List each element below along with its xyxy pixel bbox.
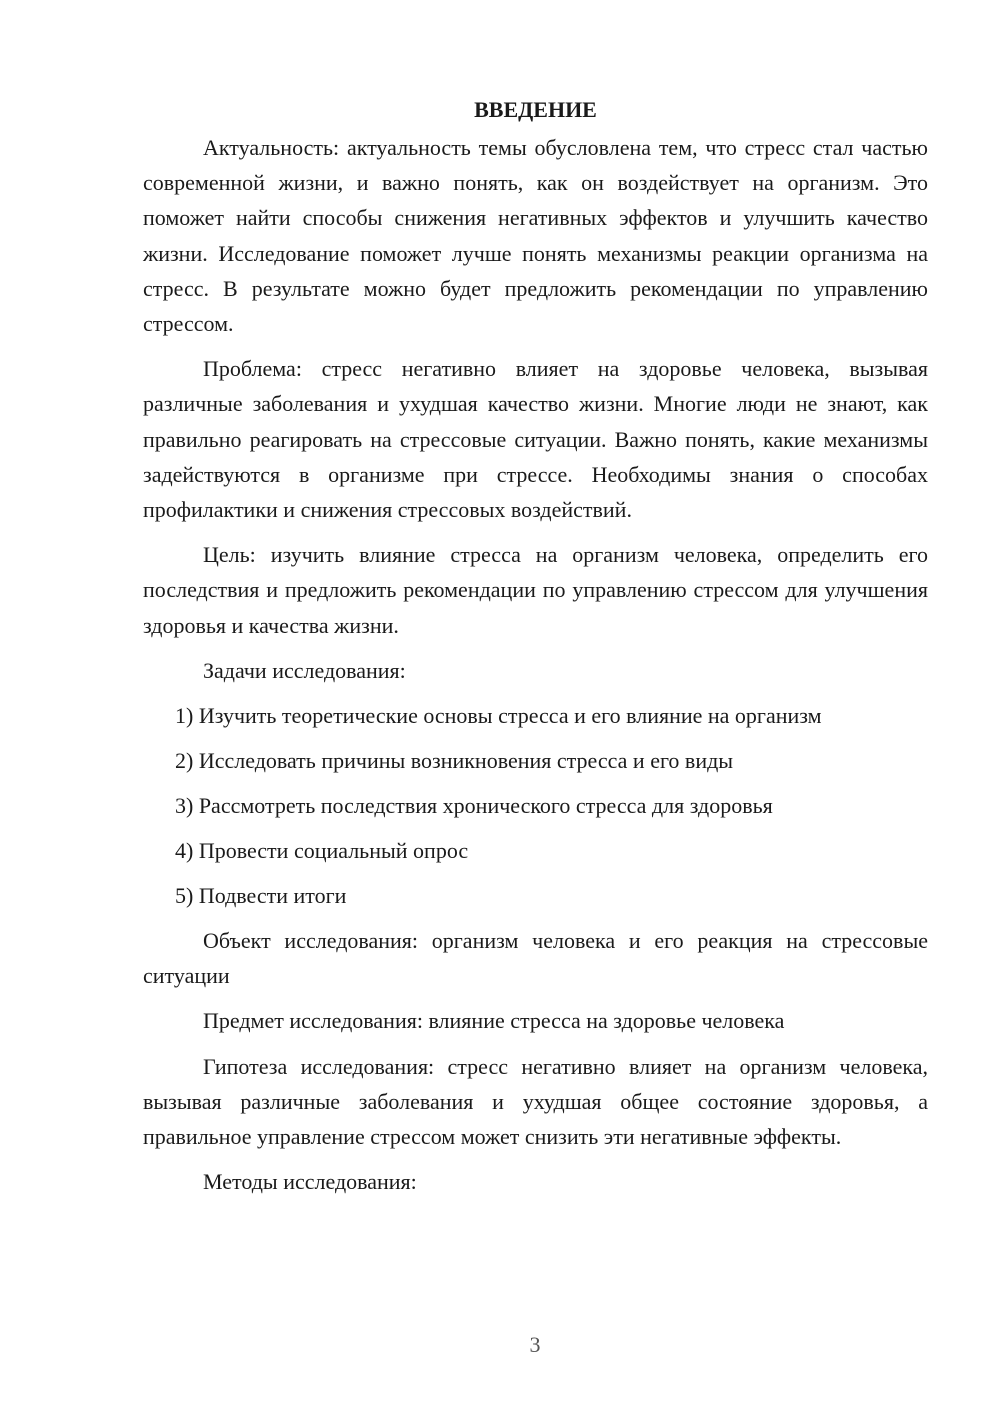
list-item: 5) Подвести итоги	[175, 883, 347, 909]
tasks-heading: Задачи исследования:	[203, 657, 406, 683]
paragraph-object: Объект исследования: организм человека и его реакция на стрессовые ситуации	[143, 928, 928, 989]
document-page	[143, 92, 928, 1209]
methods-heading: Методы исследования:	[203, 1169, 417, 1195]
paragraph-subject: Предмет исследования: влияние стресса на здоровье человека	[203, 1008, 785, 1034]
list-item: 3) Рассмотреть последствия хронического стресса для здоровья	[175, 793, 773, 819]
list-item: 1) Изучить теоретические основы стресса и его влияние на организм	[175, 703, 822, 729]
list-item: 2) Исследовать причины возникновения стресса и его виды	[175, 748, 734, 774]
paragraph-relevance: Актуальность: актуальность темы обусловлена тем, что стресс стал частью современной жизни, и важно понять, как он воздействует на организм. Это поможет найти способы снижения негативных эффектов и улучшить качество жизни. Исследование поможет лучше понять механизмы реакции организма на стресс. В результате можно будет предложить рекомендации по управлению стрессом.	[143, 135, 928, 337]
page-number: 3	[529, 1332, 541, 1357]
paragraph-hypothesis: Гипотеза исследования: стресс негативно влияет на организм человека, вызывая различные заболевания и ухудшая общее состояние здоровья, а правильное управление стрессом может снизить эти негативные эффекты.	[143, 1053, 928, 1150]
paragraph-goal: Цель: изучить влияние стресса на организм человека, определить его последствия и предложить рекомендации по управлению стрессом для улучшения здоровья и качества жизни.	[143, 542, 928, 638]
paragraph-problem: Проблема: стресс негативно влияет на здоровье человека, вызывая различные заболевания и ухудшая качество жизни. Многие люди не знают, как правильно реагировать на стрессовые ситуации. Важно понять, какие механизмы задействуются в организме при стрессе. Необходимы знания о способах профилактики и снижения стрессовых воздействий.	[143, 356, 928, 523]
list-item: 4) Провести социальный опрос	[175, 838, 469, 864]
tasks-list	[143, 698, 928, 913]
page-title: ВВЕДЕНИЕ	[474, 97, 597, 122]
